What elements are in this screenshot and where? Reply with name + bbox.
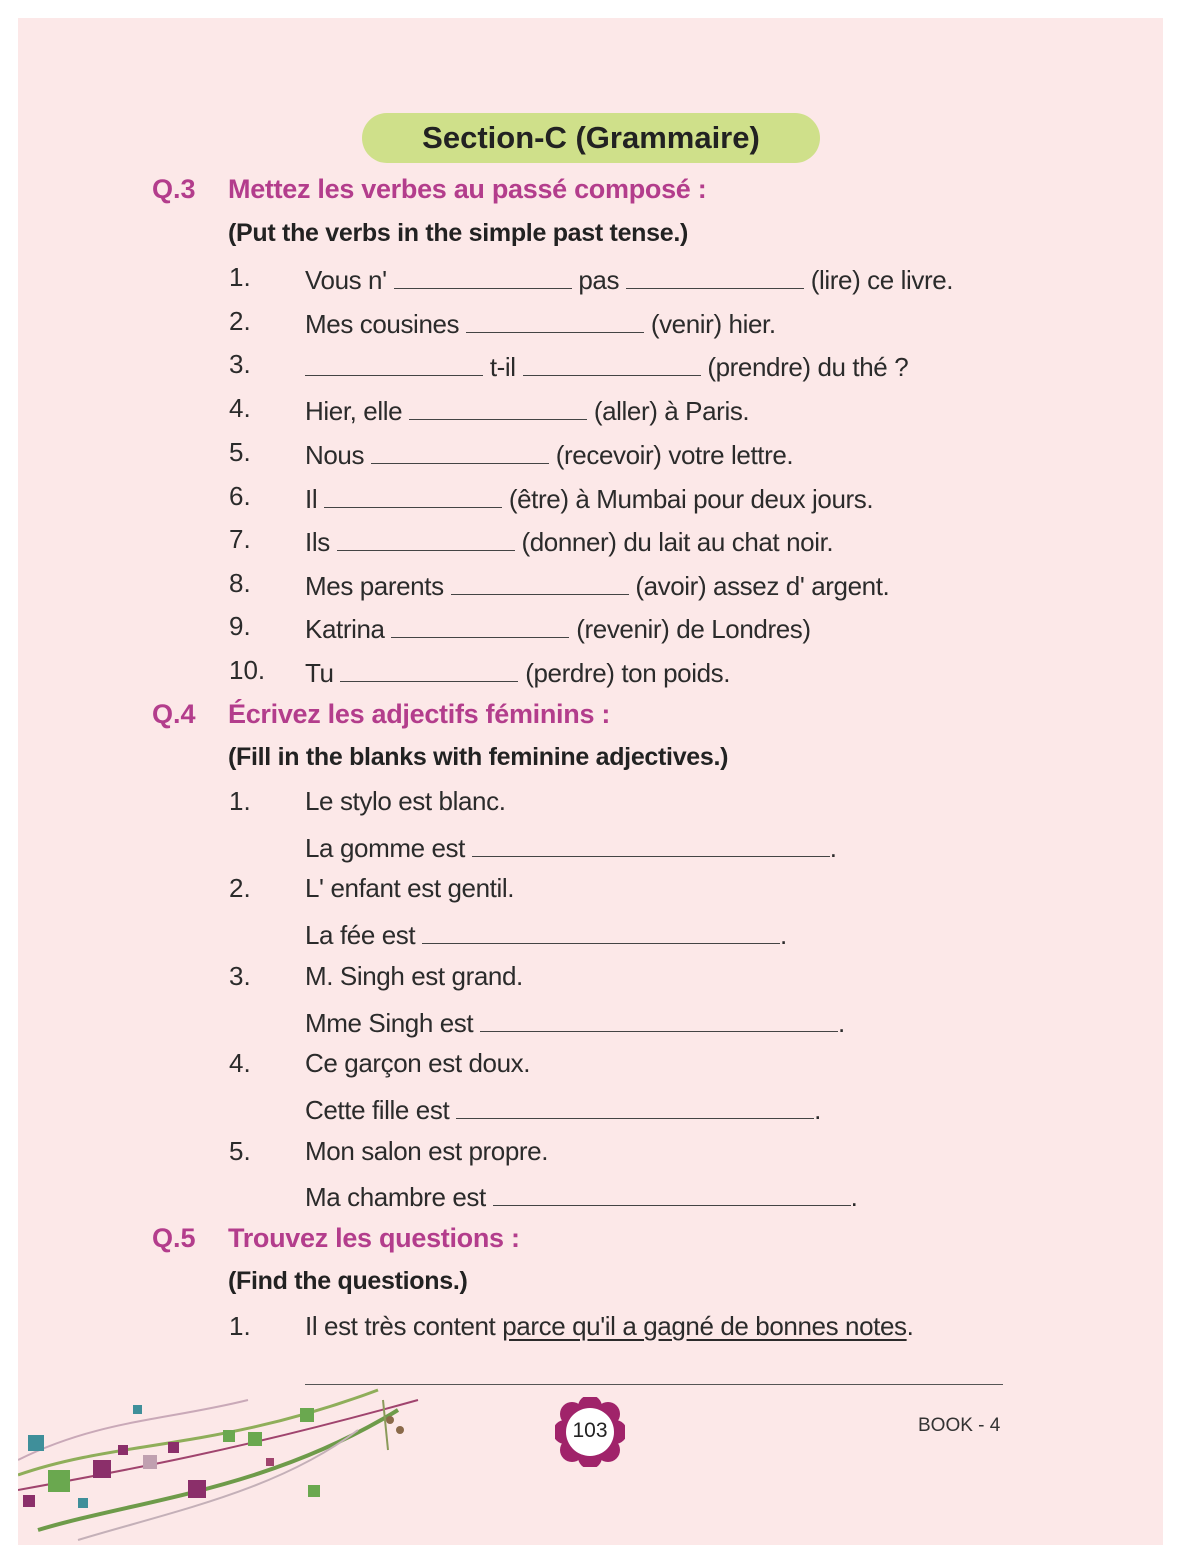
answer-blank[interactable] [493, 1179, 851, 1206]
q4-item-2-answer: La fée est . [305, 917, 787, 951]
q4-item-3-sentence: M. Singh est grand. [305, 961, 523, 991]
q3-item-6 [305, 481, 873, 515]
item-end: . [906, 1311, 914, 1341]
q3-item-number: 9. [229, 611, 251, 641]
q4-item-number: 5. [229, 1136, 251, 1166]
item-text: Tu [305, 658, 334, 688]
q3-item-1 [305, 262, 953, 296]
q3-item-number: 4. [229, 393, 251, 423]
q3-item-5 [305, 437, 793, 471]
q3-item-number: 1. [229, 262, 251, 292]
item-text: (venir) hier. [650, 309, 776, 339]
q3-item-7 [305, 524, 833, 558]
item-text: (revenir) de Londres) [576, 614, 811, 644]
answer-blank[interactable] [371, 437, 549, 464]
book-label: BOOK - 4 [918, 1415, 1001, 1436]
answer-blank[interactable] [409, 393, 587, 420]
item-text: Cette fille est [305, 1095, 450, 1125]
answer-blank[interactable] [626, 262, 804, 289]
q3-item-4 [305, 393, 749, 427]
q4-item-4-answer: Cette fille est . [305, 1092, 821, 1126]
q3-item-2 [305, 306, 776, 340]
answer-blank[interactable] [451, 568, 629, 595]
q3-item-3 [305, 349, 908, 383]
item-text: La gomme est [305, 833, 465, 863]
q3-item-10 [305, 655, 730, 689]
answer-blank[interactable] [466, 306, 644, 333]
section-title: Section-C (Grammaire) [362, 113, 820, 163]
item-text: (donner) du lait au chat noir. [521, 527, 834, 557]
item-text: Mes cousines [305, 309, 460, 339]
q5-item-1 [305, 1311, 913, 1342]
item-text: Ils [305, 527, 330, 557]
q3-item-number: 5. [229, 437, 251, 467]
q5-number: Q.5 [152, 1223, 196, 1253]
q3-item-number: 10. [229, 655, 266, 685]
q4-item-5-sentence: Mon salon est propre. [305, 1136, 549, 1166]
item-text: (aller) à Paris. [593, 396, 750, 426]
answer-blank[interactable] [480, 1005, 838, 1032]
item-text: (prendre) du thé ? [707, 352, 909, 382]
q3-item-number: 7. [229, 524, 251, 554]
q5-title: Trouvez les questions : [228, 1223, 520, 1253]
q5-item-number: 1. [229, 1311, 251, 1341]
q3-item-8 [305, 568, 889, 602]
q4-item-2-sentence: L' enfant est gentil. [305, 873, 515, 903]
q3-item-9 [305, 611, 811, 645]
q3-item-number: 3. [229, 349, 251, 379]
floral-decoration [18, 1380, 438, 1545]
q3-subtitle: (Put the verbs in the simple past tense.) [228, 219, 689, 247]
answer-blank[interactable] [305, 349, 483, 376]
item-text: Hier, elle [305, 396, 403, 426]
answer-blank[interactable] [422, 917, 780, 944]
item-text: La fée est [305, 920, 416, 950]
item-text: Il [305, 484, 318, 514]
answer-blank[interactable] [394, 262, 572, 289]
item-text: Il est très content [305, 1311, 503, 1341]
q4-number: Q.4 [152, 699, 196, 729]
item-text: Vous n' [305, 265, 387, 295]
answer-blank[interactable] [324, 481, 502, 508]
q3-number: Q.3 [152, 174, 196, 204]
item-text: Katrina [305, 614, 385, 644]
q4-item-1-answer: La gomme est . [305, 830, 837, 864]
underlined-answer: parce qu'il a gagné de bonnes notes [502, 1311, 907, 1341]
q4-item-3-answer: Mme Singh est . [305, 1005, 845, 1039]
q4-item-number: 1. [229, 786, 251, 816]
q3-item-number: 8. [229, 568, 251, 598]
item-text: pas [578, 265, 620, 295]
q3-title: Mettez les verbes au passé composé : [228, 174, 707, 204]
answer-blank[interactable] [391, 611, 569, 638]
item-text: (lire) ce livre. [810, 265, 954, 295]
answer-blank[interactable] [337, 524, 515, 551]
answer-blank[interactable] [456, 1092, 814, 1119]
page-number: 103 [572, 1419, 608, 1442]
item-text: (perdre) ton poids. [525, 658, 731, 688]
answer-blank[interactable] [472, 830, 830, 857]
q4-subtitle: (Fill in the blanks with feminine adjectives.) [228, 743, 729, 771]
item-text: Mes parents [305, 571, 444, 601]
item-text: Ma chambre est [305, 1182, 486, 1212]
item-text: (être) à Mumbai pour deux jours. [508, 484, 874, 514]
q4-item-4-sentence: Ce garçon est doux. [305, 1048, 531, 1078]
q4-item-number: 2. [229, 873, 251, 903]
item-text: (recevoir) votre lettre. [555, 440, 794, 470]
answer-blank[interactable] [340, 655, 518, 682]
q4-title: Écrivez les adjectifs féminins : [228, 699, 611, 729]
q3-item-number: 6. [229, 481, 251, 511]
q3-item-number: 2. [229, 306, 251, 336]
item-text: t-il [489, 352, 516, 382]
answer-blank[interactable] [523, 349, 701, 376]
q4-item-number: 4. [229, 1048, 251, 1078]
item-text: (avoir) assez d' argent. [635, 571, 890, 601]
item-text: Mme Singh est [305, 1008, 474, 1038]
q4-item-1-sentence: Le stylo est blanc. [305, 786, 506, 816]
item-text: Nous [305, 440, 365, 470]
q4-item-number: 3. [229, 961, 251, 991]
q4-item-5-answer: Ma chambre est . [305, 1179, 857, 1213]
q5-subtitle: (Find the questions.) [228, 1267, 468, 1295]
